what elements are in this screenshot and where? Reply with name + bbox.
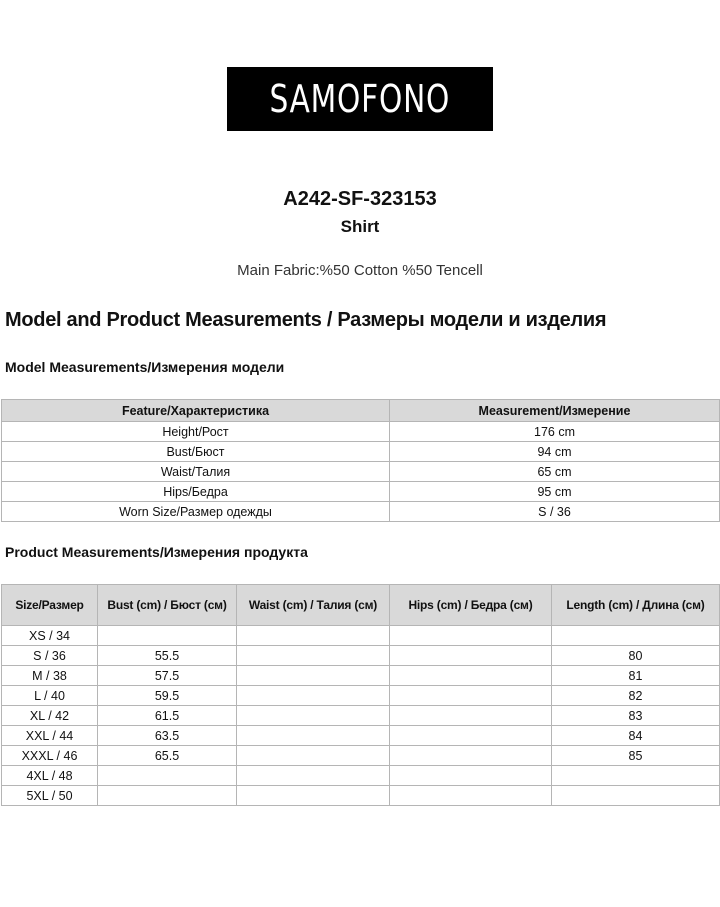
table-row bbox=[2, 462, 720, 482]
table-cell bbox=[390, 726, 552, 746]
table-cell bbox=[552, 626, 720, 646]
table-cell: XXL / 44 bbox=[2, 726, 98, 746]
table-cell: 81 bbox=[552, 666, 720, 686]
table-cell: XS / 34 bbox=[2, 626, 98, 646]
table-cell: 63.5 bbox=[98, 726, 237, 746]
table-row bbox=[2, 666, 720, 686]
table-row bbox=[2, 422, 720, 442]
table-row bbox=[2, 626, 720, 646]
table-cell bbox=[390, 686, 552, 706]
table-cell bbox=[237, 666, 390, 686]
table-cell: 83 bbox=[552, 706, 720, 726]
table-cell: 61.5 bbox=[98, 706, 237, 726]
model-measurements-table bbox=[1, 399, 720, 522]
table-cell: M / 38 bbox=[2, 666, 98, 686]
table-row bbox=[2, 502, 720, 522]
table-row bbox=[2, 442, 720, 462]
brand-logo bbox=[227, 67, 493, 131]
table-cell bbox=[98, 786, 237, 806]
table-cell bbox=[237, 646, 390, 666]
column-header: Bust (cm) / Бюст (см) bbox=[98, 585, 237, 626]
table-cell bbox=[237, 726, 390, 746]
table-cell bbox=[98, 626, 237, 646]
table-cell: 65 cm bbox=[390, 462, 720, 482]
product-type: Shirt bbox=[340, 217, 380, 236]
table-cell: 85 bbox=[552, 746, 720, 766]
table-cell: Height/Рост bbox=[2, 422, 390, 442]
table-cell: 65.5 bbox=[98, 746, 237, 766]
table-row bbox=[2, 726, 720, 746]
table-cell: 59.5 bbox=[98, 686, 237, 706]
table-cell bbox=[390, 646, 552, 666]
table-cell bbox=[237, 766, 390, 786]
table-cell: 176 cm bbox=[390, 422, 720, 442]
table-cell bbox=[237, 686, 390, 706]
table-cell bbox=[390, 626, 552, 646]
table-row bbox=[2, 766, 720, 786]
table-row bbox=[2, 482, 720, 502]
table-cell bbox=[390, 786, 552, 806]
table-cell: XXXL / 46 bbox=[2, 746, 98, 766]
table-cell: 80 bbox=[552, 646, 720, 666]
table-cell: L / 40 bbox=[2, 686, 98, 706]
table-cell: 5XL / 50 bbox=[2, 786, 98, 806]
table-cell bbox=[390, 706, 552, 726]
table-cell bbox=[237, 706, 390, 726]
table-cell: 94 cm bbox=[390, 442, 720, 462]
table-cell: 84 bbox=[552, 726, 720, 746]
table-cell bbox=[237, 746, 390, 766]
fabric-composition: Main Fabric:%50 Cotton %50 Tencell bbox=[237, 262, 483, 279]
table-cell bbox=[390, 666, 552, 686]
table-cell bbox=[237, 626, 390, 646]
table-cell bbox=[237, 786, 390, 806]
section-title: Model and Product Measurements / Размеры модели и изделия bbox=[5, 309, 607, 331]
table-cell bbox=[98, 766, 237, 786]
table-row bbox=[2, 686, 720, 706]
table-cell: Bust/Бюст bbox=[2, 442, 390, 462]
product-code: A242-SF-323153 bbox=[283, 188, 437, 210]
product-measurements-table bbox=[1, 584, 720, 806]
column-header: Feature/Характеристика bbox=[2, 400, 390, 422]
table-cell bbox=[552, 786, 720, 806]
column-header: Hips (cm) / Бедра (см) bbox=[390, 585, 552, 626]
table-cell: 55.5 bbox=[98, 646, 237, 666]
table-row bbox=[2, 786, 720, 806]
table-row bbox=[2, 646, 720, 666]
table-cell: Waist/Талия bbox=[2, 462, 390, 482]
column-header: Measurement/Измерение bbox=[390, 400, 720, 422]
column-header: Size/Размер bbox=[2, 585, 98, 626]
product-measurements-title: Product Measurements/Измерения продукта bbox=[5, 544, 308, 560]
table-cell: S / 36 bbox=[390, 502, 720, 522]
table-cell bbox=[390, 766, 552, 786]
table-header-row bbox=[2, 400, 720, 422]
table-cell bbox=[390, 746, 552, 766]
column-header: Waist (cm) / Талия (см) bbox=[237, 585, 390, 626]
table-row bbox=[2, 706, 720, 726]
table-cell bbox=[552, 766, 720, 786]
table-row bbox=[2, 746, 720, 766]
table-cell: S / 36 bbox=[2, 646, 98, 666]
table-cell: 57.5 bbox=[98, 666, 237, 686]
table-cell: 95 cm bbox=[390, 482, 720, 502]
table-cell: 82 bbox=[552, 686, 720, 706]
table-cell: Hips/Бедра bbox=[2, 482, 390, 502]
model-measurements-title: Model Measurements/Измерения модели bbox=[5, 359, 285, 375]
table-cell: Worn Size/Размер одежды bbox=[2, 502, 390, 522]
column-header: Length (cm) / Длина (см) bbox=[552, 585, 720, 626]
table-cell: XL / 42 bbox=[2, 706, 98, 726]
table-header-row bbox=[2, 585, 720, 626]
brand-logo-text: SAMOFONO bbox=[269, 77, 451, 121]
table-cell: 4XL / 48 bbox=[2, 766, 98, 786]
